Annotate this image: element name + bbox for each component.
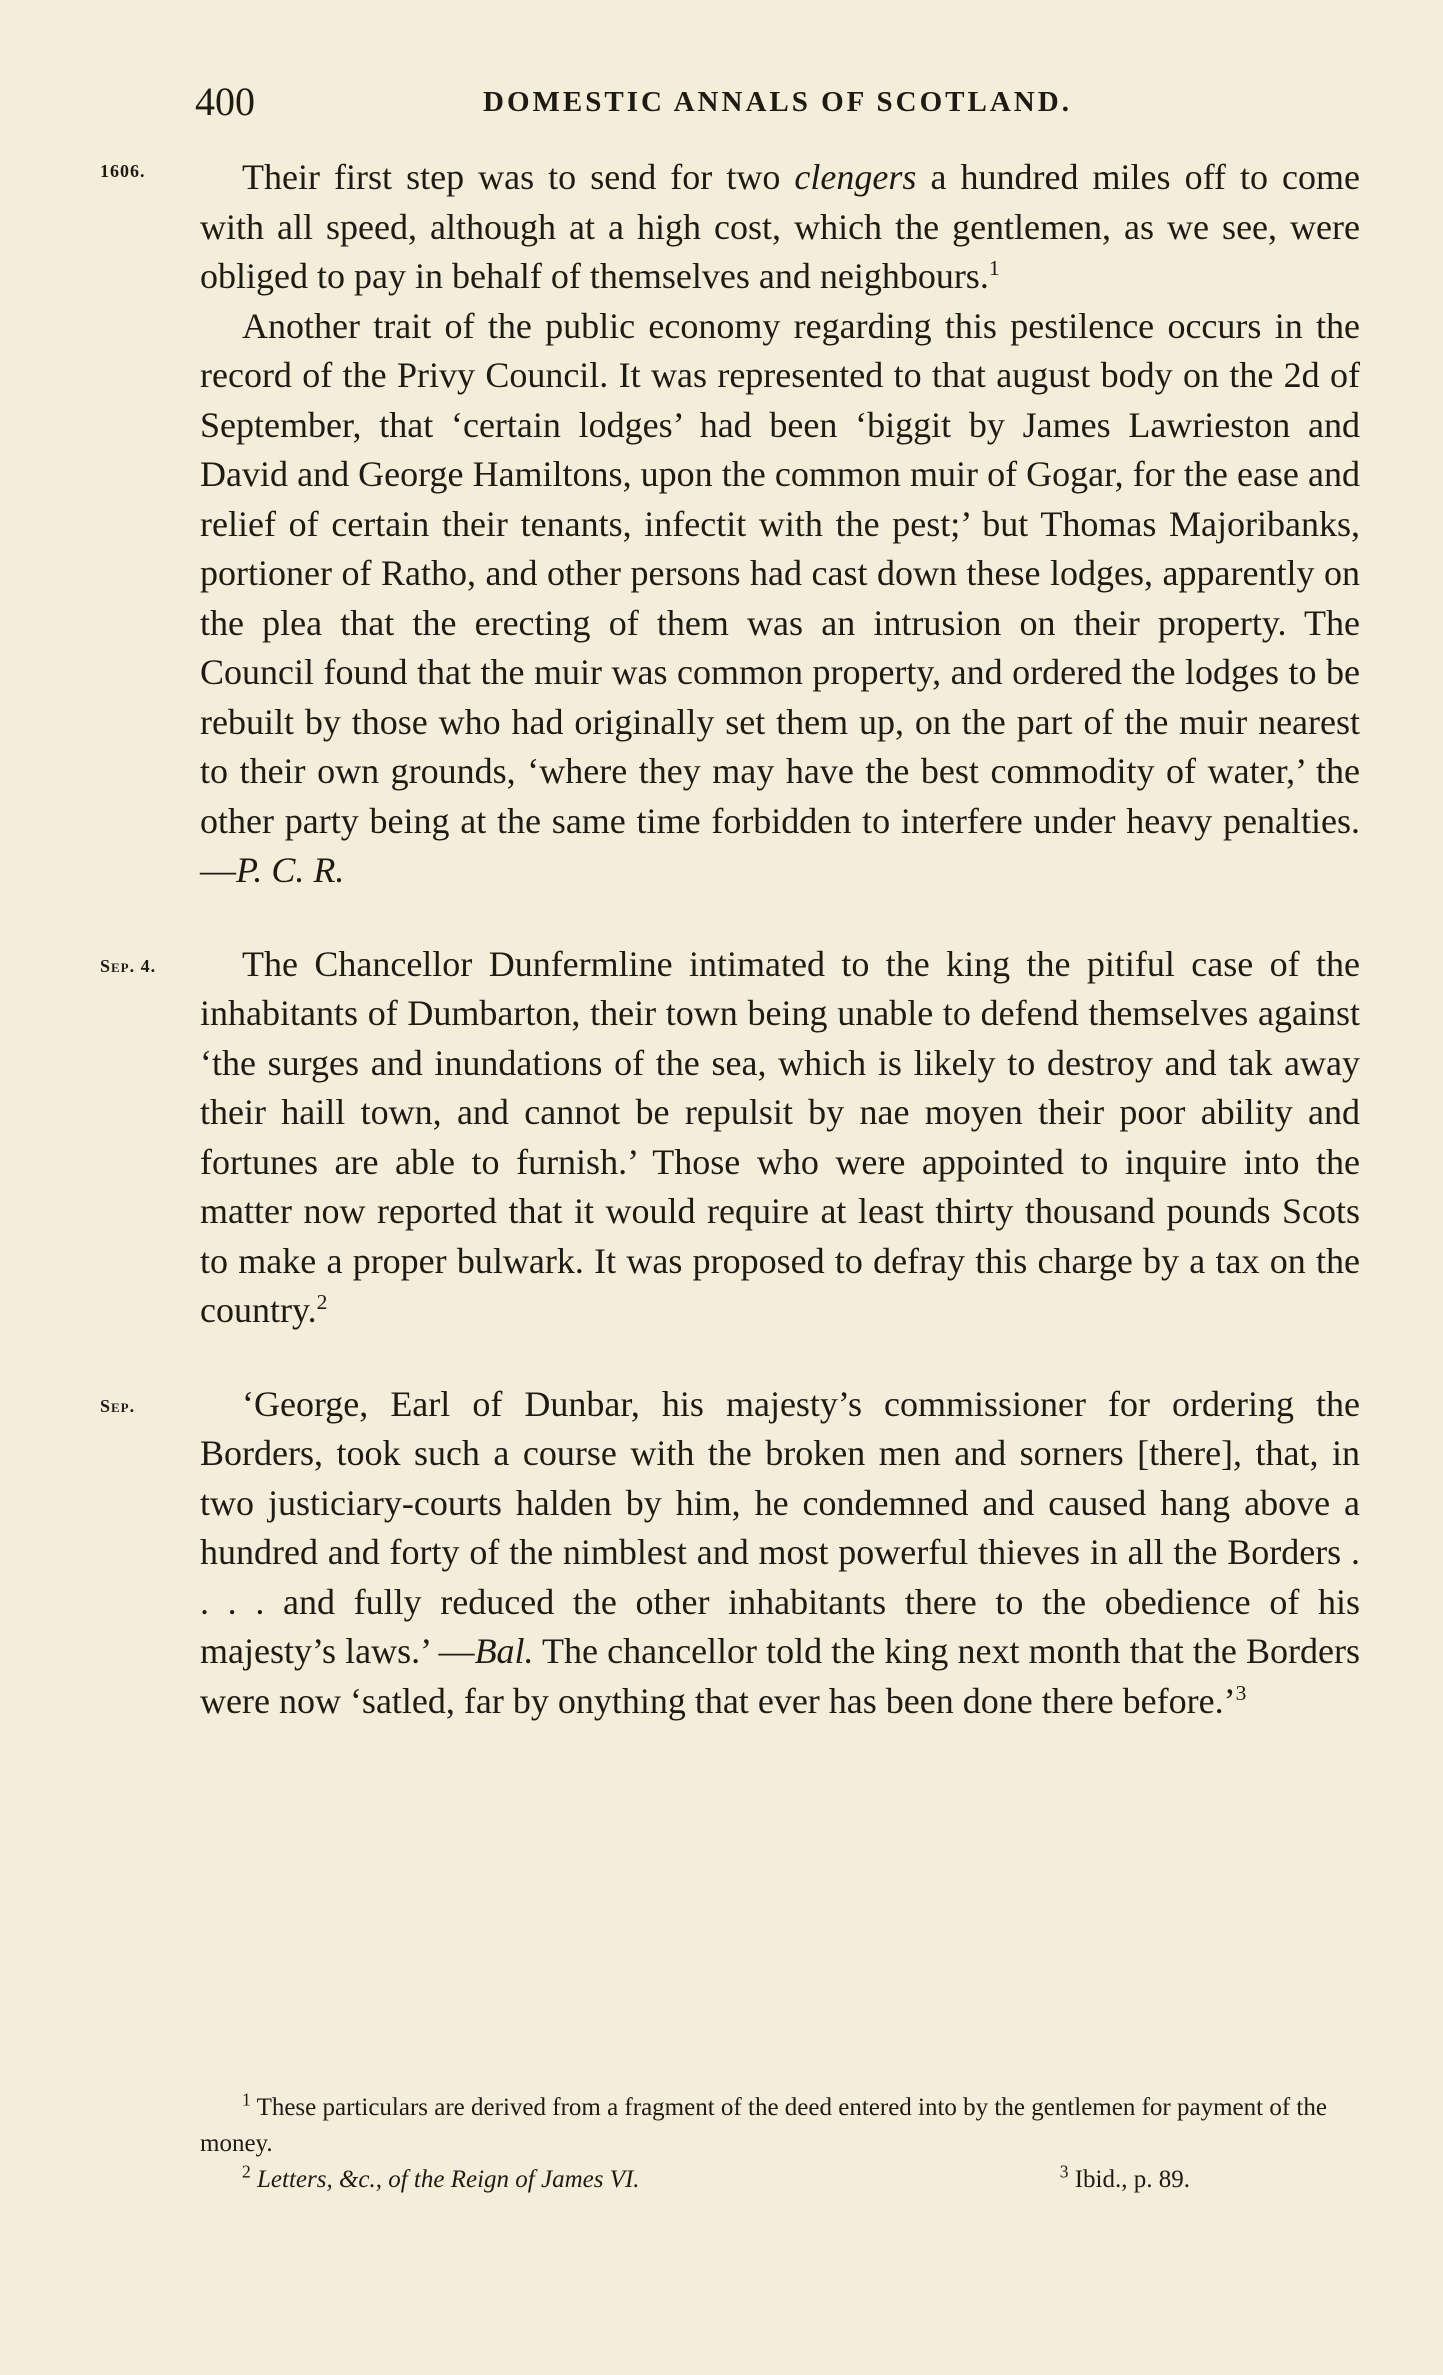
page-number: 400 — [195, 79, 255, 124]
footnote-text: These particulars are derived from a fragment of the deed entered into by the gentlemen for payment of the money. — [200, 2094, 1327, 2157]
paragraph-text: ‘George, Earl of Dunbar, his majesty’s commissioner for ordering the Borders, took such a course with the broken men and sorners [there], that, in two justiciary-courts halden by him, he condemned and caused hang above a hundred and forty of the nimblest and most powerful thieves in all the Borders . . . . and fully reduced the other inhabitants there to the obedience of his majesty’s laws.’ — — [200, 1383, 1360, 1671]
footnote-number: 3 — [1059, 2161, 1069, 2182]
page-body — [100, 153, 1360, 1770]
footnote-row — [200, 2162, 1360, 2198]
footnote-2 — [200, 2162, 640, 2198]
running-title: DOMESTIC ANNALS OF SCOTLAND. — [483, 86, 1072, 118]
entry-sep-4 — [100, 940, 1360, 1336]
entry-1606 — [100, 153, 1360, 896]
paragraph-text: The Chancellor Dunfermline intimated to the king the pitiful case of the inhabitants of Dumbarton, their town being unable to defend themselves against ‘the surges and inundations of the sea, which is likely to destroy and tak away their haill town, and cannot be repulsit by nae moyen their poor ability and fortunes are able to furnish.’ Those who were appointed to inquire into the matter now reported that it would require at least thirty thousand pounds Scots to make a proper bulwark. It was proposed to defray this charge by a tax on the country. — [200, 943, 1360, 1330]
footnote-ref: 2 — [316, 1290, 328, 1314]
footnote-ref: 3 — [1235, 1680, 1247, 1705]
footnote-text: Letters, &c., of the Reign of James VI. — [257, 2166, 640, 2193]
footnote-1 — [200, 2090, 1360, 2162]
entry-sep — [100, 1380, 1360, 1727]
footnote-ref: 1 — [988, 256, 1000, 280]
paragraph-text: Their first step was to send for two — [242, 157, 795, 197]
footnotes — [200, 2090, 1360, 2198]
source-citation: P. C. R. — [236, 850, 345, 890]
margin-date: Sep. — [100, 1395, 136, 1416]
italic-term: clengers — [794, 157, 917, 197]
paragraph — [200, 302, 1360, 896]
page-header — [195, 72, 1360, 132]
paragraph — [200, 940, 1360, 1336]
footnote-3 — [1060, 2162, 1190, 2198]
paragraph — [200, 1380, 1360, 1727]
margin-date: 1606. — [100, 161, 146, 181]
paragraph-text: a hundred miles off to come with all speed, although at a high cost, which the gentlemen, as we see, were obliged to pay in behalf of themselves and neighbours. — [200, 157, 1360, 296]
paragraph — [200, 153, 1360, 302]
footnote-number: 1 — [242, 2089, 251, 2110]
footnote-text: Ibid., p. 89. — [1074, 2166, 1190, 2193]
footnote-number: 2 — [242, 2161, 251, 2182]
margin-date: Sep. 4. — [100, 955, 157, 976]
source-citation: Bal. — [474, 1631, 534, 1671]
paragraph-text: Another trait of the public economy regarding this pestilence occurs in the record of the Privy Council. It was represented to that august body on the 2d of September, that ‘certain lodges’ had been ‘biggit by James Lawrieston and David and George Hamiltons, upon the common muir of Gogar, for the ease and relief of certain their tenants, infectit with the pest;’ but Thomas Majoribanks, portioner of Ratho, and other persons had cast down these lodges, apparently on the plea that the erecting of them was an intrusion on their property. The Council found that the muir was common property, and ordered the lodges to be rebuilt by those who had originally set them up, on the part of the muir nearest to their own grounds, ‘where they may have the best commodity of water,’ the other party being at the same time forbidden to interfere under heavy penalties.— — [200, 305, 1360, 890]
paragraph-text: The chancellor told the king next month that the Borders were now ‘satled, far by onything that ever has been done there before.’ — [200, 1631, 1360, 1721]
